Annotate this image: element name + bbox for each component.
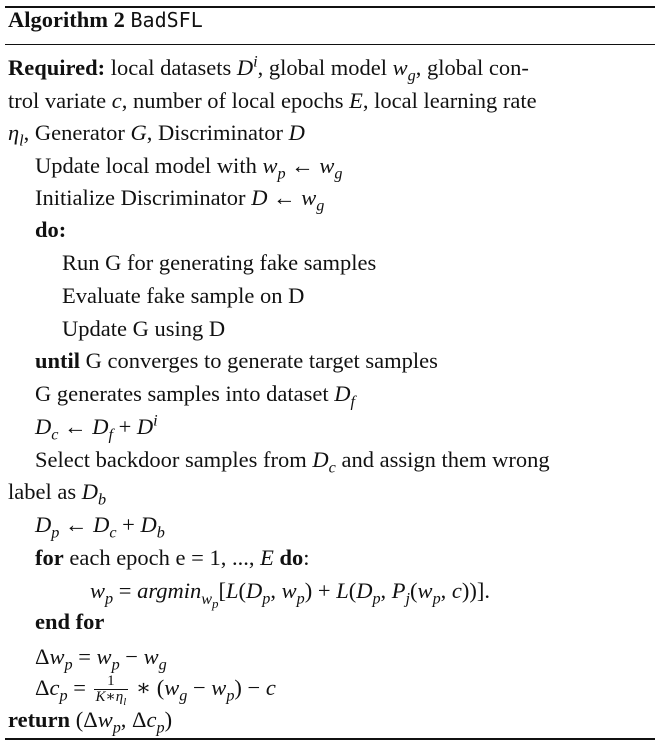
- fraction: $\frac{1}{K∗\eta_l}$: [95, 673, 127, 709]
- required-line-2: trol variate c, number of local epochs E, local learning rate: [8, 88, 537, 113]
- end-for-keyword: end for: [35, 609, 105, 634]
- required-line-1: Required: local datasets $D^i$, global model $w_g$, global con-: [8, 52, 529, 85]
- step-return: return ($\Delta w_p$, $\Delta c_p$): [8, 707, 173, 737]
- step-generate: G generates samples into dataset $D_f$: [35, 381, 356, 411]
- step-select-backdoor: Select backdoor samples from $D_c$ and assign them wrong: [35, 447, 550, 477]
- step-delta-w: $\Delta w_p = w_p - w_g$: [35, 644, 167, 674]
- header-rule: [5, 44, 655, 45]
- step-do: [35, 214, 66, 246]
- do-keyword: do:: [35, 217, 67, 242]
- step-select-backdoor-cont: label as $D_b$: [8, 479, 107, 509]
- step-dp-assign: $D_p$ ← $D_c + D_b$: [35, 512, 165, 542]
- bottom-rule: [5, 738, 655, 740]
- step-init-discriminator: Initialize Discriminator D ← $w_g$: [35, 185, 325, 215]
- algorithm-name: BadSFL: [130, 8, 203, 32]
- step-update-g: Update G using D: [62, 316, 226, 341]
- for-colon: :: [303, 545, 310, 570]
- until-condition: G converges to generate target samples: [85, 348, 438, 373]
- step-evaluate: Evaluate fake sample on D: [62, 283, 305, 308]
- until-keyword: until: [35, 348, 81, 373]
- step-run-g: Run G for generating fake samples: [62, 250, 377, 275]
- for-keyword: for: [35, 545, 64, 570]
- for-var: E: [260, 545, 274, 570]
- step-delta-c: $\Delta c_p$ = $\frac{1}{K∗\eta_l}$ ∗ $(w_g - w_p) - c$: [35, 673, 276, 709]
- step-end-for: [35, 606, 104, 638]
- return-keyword: return: [8, 707, 71, 732]
- step-update-local-model: Update local model with $w_p$ ← $w_g$: [35, 153, 343, 183]
- required-keyword: Required:: [8, 55, 106, 80]
- step-until: [35, 345, 438, 377]
- required-line-3: $\eta_l$, Generator G, Discriminator D: [8, 120, 305, 150]
- step-for: [35, 542, 310, 574]
- step-dc-assign: $D_c$ ← $D_f + D^i$: [35, 411, 158, 444]
- for-do-keyword: do: [279, 545, 304, 570]
- algorithm-label: Algorithm 2: [8, 7, 125, 32]
- step-update-wp: $w_p = argmin_{w_p}[L(D_p$, $w_p) + L(D_p$, $P_j(w_p$, c))].: [90, 578, 491, 611]
- algorithm-header: [8, 4, 203, 36]
- for-range: each epoch e = 1, ...,: [69, 545, 255, 570]
